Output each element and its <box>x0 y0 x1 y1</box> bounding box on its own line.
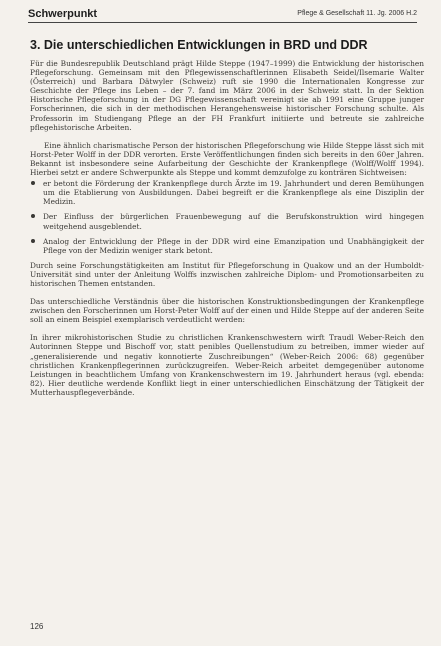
page-number: 126 <box>30 622 44 631</box>
paragraph-1: Für die Bundesrepublik Deutschland prägt Hilde Steppe (1947–1999) die Entwicklung der historischen Pflegeforschung. Gemeinsam mit den Pflegewissenschaftlerinnen Elisabeth Seidel/Ilsemarie Walter (Österreich) und Barbara Dätwyler (Schweiz) ruft sie 1990 die Internationalen Kongresse zur Geschichte der Pflege ins Leben – der 7. fand im März 2006 in der Schweiz statt. In der Sektion Historische Pflegeforschung in der DG Pflegewissenschaft vereinigt sie ab 1991 eine Gruppe junger Forscherinnen, die sich in der methodischen Herangehensweise historischer Forschung schulte. Als Professorin im Studiengang Pflege an der FH Frankfurt initiierte und betreute sie zahlreiche pflegehistorische Arbeiten. <box>30 59 424 132</box>
article-body <box>30 59 424 397</box>
paragraph-4: Das unterschiedliche Verständnis über die historischen Konstruktionsbedingungen der Krankenpflege zwischen den Forscherinnen um Horst-Peter Wolff auf der einen und Hilde Steppe auf der anderen Seite soll an einem Beispiel exemplarisch verdeutlicht werden: <box>30 297 424 325</box>
page-header <box>28 4 417 24</box>
header-rule <box>28 22 417 23</box>
list-item <box>30 179 424 206</box>
bullet-text: er betont die Förderung der Krankenpflege durch Ärzte im 19. Jahrhundert und deren Bemühungen um die Etablierung von Ausbildungen. Dabei begreift er die Krankenpflege als eine Disziplin der Medizin. <box>43 179 424 207</box>
bullet-text: Analog der Entwicklung der Pflege in der DDR wird eine Emanzipation und Unabhängigkeit der Pflege von der Medizin weniger stark betont. <box>43 236 424 255</box>
paragraph-3: Durch seine Forschungstätigkeiten am Institut für Pflegeforschung in Quakow und an der Humboldt-Universität sind unter der Anleitung Wolffs inzwischen zahlreiche Diplom- und Promotionsarbeiten zu historischen Themen entstanden. <box>30 260 424 288</box>
bullet-icon <box>31 239 35 243</box>
bullet-icon <box>31 214 35 218</box>
paragraph-2: Eine ähnlich charismatische Person der historischen Pflegeforschung wie Hilde Steppe lässt sich mit Horst-Peter Wolff in der DDR verorten. Erste Veröffentlichungen finden sich bereits in den 60er Jahren. Bekannt ist insbesondere seine Aufarbeitung der Geschichte der Krankenpflege (Wolff/Wolff 1994). Hierbei setzt er andere Schwerpunkte als Steppe und kommt demzufolge zu konträren Sichtweisen: <box>30 140 424 178</box>
bullet-text: Der Einfluss der bürgerlichen Frauenbewegung auf die Berufskonstruktion wird hingegen weitgehend ausgeblendet. <box>43 212 424 231</box>
running-title: Pflege & Gesellschaft 11. Jg. 2006 H.2 <box>297 10 417 17</box>
bullet-list <box>30 179 424 255</box>
paragraph-5: In ihrer mikrohistorischen Studie zu christlichen Krankenschwestern wirft Traudl Weber-Reich den Autorinnen Steppe und Bischoff vor, statt penibles Quellenstudium zu betreiben, immer wieder auf „generalisierende und negativ konnotierte Zuschreibungen“ (Weber-Reich 2006: 68) gegenüber christlichen Krankenpflegerinnen zurückzugreifen. Weber-Reich arbeitet demgegenüber autonome Leistungen in beachtlichem Umfang von Krankenschwestern im 19. Jahrhundert heraus (vgl. ebenda: 82). Hier deutliche werdende Konflikt liegt in einer unterschiedlichen Einschätzung der Tätigkeit der Mutterhauspflegeverbände. <box>30 333 424 397</box>
bullet-icon <box>31 181 35 185</box>
section-label: Schwerpunkt <box>28 8 98 20</box>
list-item <box>30 237 424 255</box>
section-heading: 3. Die unterschiedlichen Entwicklungen in BRD und DDR <box>30 38 368 52</box>
list-item <box>30 212 424 230</box>
